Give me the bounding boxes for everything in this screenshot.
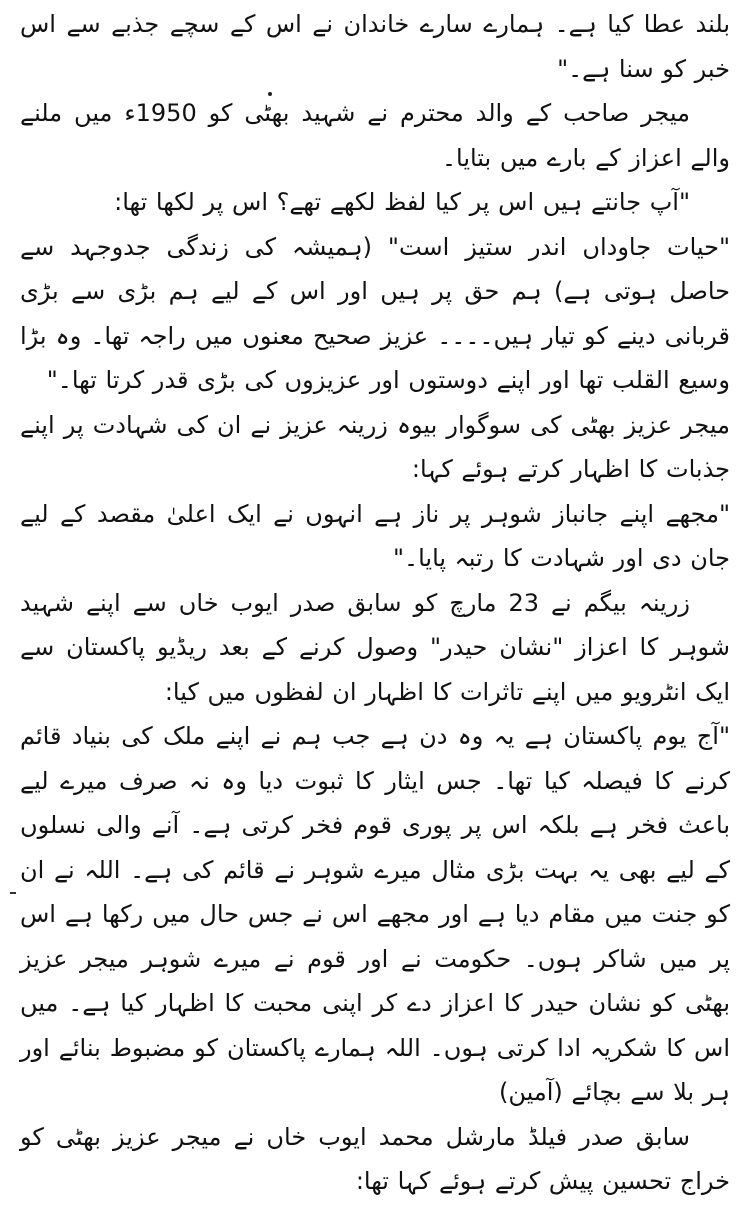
paragraph-8: "آج یوم پاکستان ہے یہ وہ دن ہے جب ہم نے اپنے ملک کی بنیاد قائم کرنے کا فیصلہ کیا تھا۔ جس ایثار کا ثبوت دیا وہ نہ صرف میرے لیے باعث فخر ہے بلکہ اس پر پوری قوم فخر کرتی ہے۔ آنے والی نسلوں کے لیے بھی یہ بہت بڑی مثال میرے شوہر نے قائم کی ہے۔ اللہ نے ان کو جنت میں مقام دیا ہے اور مجھے اس نے جس حال میں رکھا ہے اس پر میں شاکر ہوں۔ حکومت نے اور قوم نے میرے شوہر میجر عزیز بھٹی کو نشان حیدر کا اعزاز دے کر اپنی محبت کا اظہار کیا ہے۔ میں اس کا شکریہ ادا کرتی ہوں۔ اللہ ہمارے پاکستان کو مضبوط بنائے اور ہر بلا سے بچائے (آمین)	[20, 722, 730, 1106]
margin-dash	[10, 892, 16, 894]
paragraph-5: میجر عزیز بھٹی کی سوگوار بیوہ زرینہ عزیز نے ان کی شہادت پر اپنے جذبات کا اظہار کرتے ہوئے کہا:	[20, 410, 730, 483]
paragraph-9: سابق صدر فیلڈ مارشل محمد ایوب خاں نے میجر عزیز بھٹی کو خراج تحسین پیش کرتے ہوئے کہا تھا:	[20, 1122, 730, 1195]
paragraph-7: زرینہ بیگم نے 23 مارچ کو سابق صدر ایوب خاں سے اپنے شہید شوہر کا اعزاز "نشان حیدر" وصول کرنے کے بعد ریڈیو پاکستان سے ایک انٹرویو میں اپنے تاثرات کا اظہار ان لفظوں میں کیا:	[20, 588, 730, 706]
paragraph-2: میجر صاحب کے والد محترم نے شہید بھٹی کو 1950ء میں ملنے والے اعزاز کے بارے میں بتایا۔	[20, 99, 730, 172]
paragraph-6: "مجھے اپنے جانباز شوہر پر ناز ہے انہوں نے ایک اعلیٰ مقصد کے لیے جان دی اور شہادت کا رتبہ پایا۔"	[20, 499, 730, 572]
paragraph-3: "آپ جانتے ہیں اس پر کیا لفظ لکھے تھے؟ اس پر لکھا تھا:	[114, 188, 690, 216]
paragraph-1: بلند عطا کیا ہے۔ ہمارے سارے خاندان نے اس کے سچے جذبے سے اس خبر کو سنا ہے۔"	[20, 10, 730, 83]
paragraph-4: "حیات جاوداں اندر ستیز است" (ہمیشہ کی زندگی جدوجہد سے حاصل ہوتی ہے) ہم حق پر ہیں اور اس کے لیے ہم بڑی سے بڑی قربانی دینے کو تیار ہیں۔۔۔۔ عزیز صحیح معنوں میں راجہ تھا۔ وہ بڑا وسیع القلب تھا اور اپنے دوستوں اور عزیزوں کی بڑی قدر کرتا تھا۔"	[20, 232, 730, 394]
ink-dot	[268, 92, 272, 96]
